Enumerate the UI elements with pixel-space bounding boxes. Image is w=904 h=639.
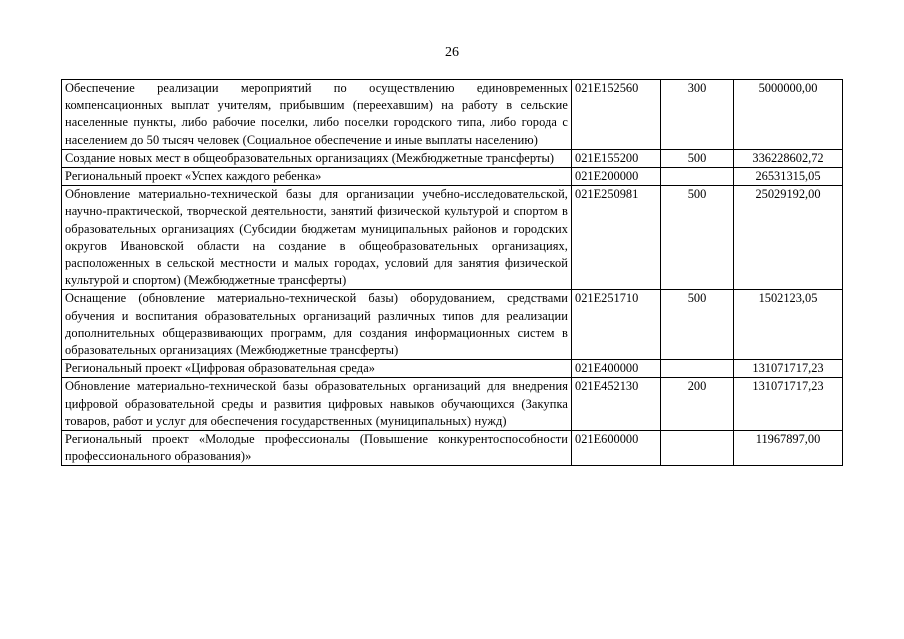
page-number: 26 [445,45,459,60]
table-row [62,168,843,186]
row-amount: 11967897,00 [734,431,843,466]
row-target-code: 021E600000 [572,431,661,466]
row-target-code: 021E152560 [572,80,661,150]
row-target-code: 021E200000 [572,168,661,186]
row-name: Обеспечение реализации мероприятий по осуществлению единовременных компенсационных выплат учителям, прибывшим (переехавшим) на работу в сельские населенные пункты, либо рабочие поселки, либо поселки городского типа, либо города с населением до 50 тысяч человек (Социальное обеспечение и иные выплаты населению) [62,80,572,150]
row-target-code: 021E155200 [572,149,661,167]
row-amount: 131071717,23 [734,360,843,378]
row-amount: 1502123,05 [734,290,843,360]
table-row [62,431,843,466]
row-target-code: 021E250981 [572,186,661,290]
row-expense-type: 500 [661,290,734,360]
table-row [62,80,843,150]
row-expense-type: 200 [661,378,734,431]
row-expense-type [661,168,734,186]
table-row [62,378,843,431]
table-row [62,149,843,167]
row-target-code: 021E251710 [572,290,661,360]
row-amount: 26531315,05 [734,168,843,186]
row-amount: 5000000,00 [734,80,843,150]
row-expense-type: 500 [661,186,734,290]
row-expense-type [661,360,734,378]
row-name: Региональный проект «Успех каждого ребенка» [62,168,572,186]
row-amount: 25029192,00 [734,186,843,290]
row-target-code: 021E452130 [572,378,661,431]
row-name: Региональный проект «Молодые профессионалы (Повышение конкурентоспособности профессионального образования)» [62,431,572,466]
budget-table-body [62,80,843,466]
row-name: Создание новых мест в общеобразовательных организациях (Межбюджетные трансферты) [62,149,572,167]
row-amount: 131071717,23 [734,378,843,431]
row-expense-type: 300 [661,80,734,150]
row-expense-type: 500 [661,149,734,167]
table-row [62,290,843,360]
row-amount: 336228602,72 [734,149,843,167]
row-expense-type [661,431,734,466]
budget-table [61,79,843,466]
row-name: Оснащение (обновление материально-технической базы) оборудованием, средствами обучения и воспитания образовательных организаций различных типов для реализации дополнительных общеразвивающих программ, для создания информационных систем в образовательных организациях (Межбюджетные трансферты) [62,290,572,360]
table-row [62,360,843,378]
row-target-code: 021E400000 [572,360,661,378]
row-name: Обновление материально-технической базы для организации учебно-исследовательской, научно-практической, творческой деятельности, занятий физической культурой и спортом в образовательных организациях (Субсидии бюджетам муниципальных районов и городских округов Ивановской области на создание в общеобразовательных организациях, расположенных в сельской местности и малых городах, условий для занятия физической культурой и спортом) (Межбюджетные трансферты) [62,186,572,290]
row-name: Региональный проект «Цифровая образовательная среда» [62,360,572,378]
table-row [62,186,843,290]
row-name: Обновление материально-технической базы образовательных организаций для внедрения цифровой образовательной среды и развития цифровых навыков обучающихся (Закупка товаров, работ и услуг для обеспечения государственных (муниципальных) нужд) [62,378,572,431]
